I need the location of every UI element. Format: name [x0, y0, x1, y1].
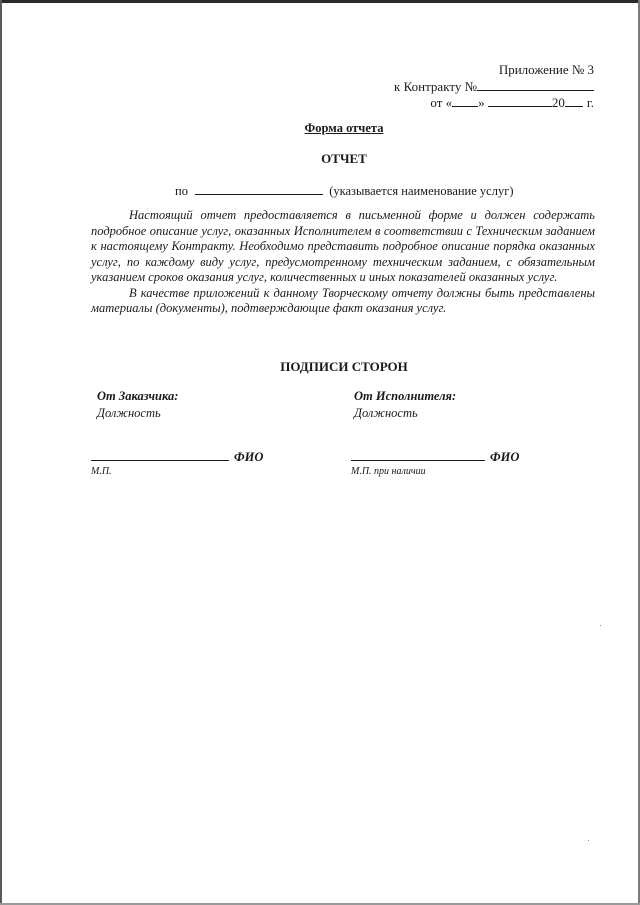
report-title: ОТЧЕТ [321, 151, 367, 166]
report-description [91, 208, 595, 317]
customer-signature-blank[interactable] [91, 449, 229, 461]
services-line: по (указывается наименование услуг) [175, 184, 514, 198]
contractor-signature-row [351, 449, 519, 465]
contractor-name-label: ФИО [490, 450, 520, 464]
customer-stamp-label: М.П. [91, 466, 112, 477]
scan-speck [588, 840, 589, 841]
contractor-position: Должность [354, 406, 418, 420]
form-title: Форма отчета [304, 121, 384, 135]
description-paragraph: Настоящий отчет предоставляется в письменной форме и должен содержать подробное описание услуг, оказанных Исполнителем в соответствии с Техническим заданием к настоящему Контракту. Необходимо представить подробное описание порядка оказанных услуг, по каждому виду услуг, предусмотренному техническим заданием, с обязательным указанием сроков оказания услуг, количественных и иных показателей оказанных услуг. [91, 208, 595, 284]
scan-edge-top [0, 0, 640, 3]
contract-number-blank[interactable] [477, 78, 594, 91]
customer-name-label: ФИО [234, 450, 264, 464]
date-month-blank[interactable] [488, 94, 552, 107]
annex-contract-date: от « » 20 г. [430, 95, 594, 110]
contractor-heading: От Исполнителя: [354, 389, 457, 403]
scan-speck [600, 625, 601, 626]
signatures-title: ПОДПИСИ СТОРОН [280, 359, 408, 374]
customer-block [97, 389, 178, 421]
annex-contract-ref: к Контракту № [394, 78, 594, 95]
contractor-block [354, 389, 456, 421]
date-day-blank[interactable] [452, 94, 478, 107]
date-year-blank[interactable] [565, 94, 583, 107]
customer-heading: От Заказчика: [97, 389, 179, 403]
services-name-blank[interactable] [195, 182, 323, 195]
contractor-stamp-label: М.П. при наличии [351, 466, 426, 477]
services-hint: (указывается наименование услуг) [329, 184, 514, 198]
customer-signature-row [91, 449, 263, 465]
contractor-signature-blank[interactable] [351, 449, 485, 461]
customer-position: Должность [97, 406, 161, 420]
annex-number: Приложение № 3 [498, 62, 594, 77]
attachments-paragraph: В качестве приложений к данному Творческому отчету должны быть представлены материалы (документы), подтверждающие факт оказания услуг. [91, 285, 595, 315]
